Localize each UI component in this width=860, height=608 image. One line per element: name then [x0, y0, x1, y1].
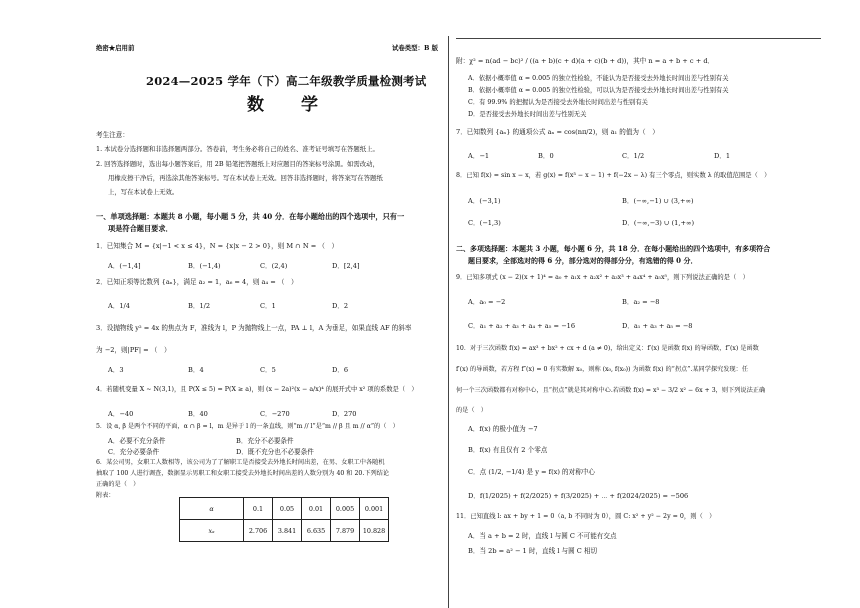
q2-stem: 2．已知正项等比数列 {aₙ}，满足 a₂ = 1，a₆ = 4，则 a₄ = （ ）	[96, 278, 298, 286]
table-cell: 7.879	[331, 520, 360, 542]
q3-option-d: D．6	[332, 366, 349, 374]
q4-option-d: D．270	[332, 410, 357, 418]
table-cell: 2.706	[244, 520, 273, 542]
right-column	[456, 0, 821, 608]
q6-option-a: A．依据小概率值 α = 0.005 的独立性检验，不能认为是否接受去外地长时间出差与性别有关	[468, 75, 729, 82]
q5-option-a: A．必要不充分条件	[108, 437, 166, 445]
paper-type: 试卷类型：B 版	[392, 44, 438, 52]
table-cell: 3.841	[273, 520, 302, 542]
q8-stem: 8．已知 f(x) = sin x − x，若 g(x) = f(x³ − x − 1) + f(−2x − λ) 有三个零点，则实数 λ 的取值范围是（ ）	[456, 172, 771, 179]
q8-option-d: D．(−∞,−3) ∪ (1,+∞)	[622, 219, 695, 227]
chi-square-formula: 附：χ² = n(ad − bc)² / ((a + b)(c + d)(a + c)(b + d))，其中 n = a + b + c + d．	[456, 57, 715, 65]
critical-value-table	[179, 497, 389, 542]
q1-stem: 1．已知集合 M = {x|−1 < x ≤ 4}，N = {x|x − 2 > 0}，则 M ∩ N = （ ）	[96, 242, 339, 250]
q1-option-c: C．(2,4)	[260, 262, 288, 270]
section-1-heading-cont: 项是符合题目要求．	[108, 224, 173, 233]
q8-option-a: A．(−3,1)	[468, 197, 501, 205]
q9-option-c: C．a₁ + a₂ + a₃ + a₄ + a₅ = −16	[468, 322, 576, 330]
table-row	[180, 520, 389, 542]
q3-option-c: C．5	[260, 366, 276, 374]
q6-option-d: D．是否接受去外地长时间出差与性别无关	[468, 111, 587, 118]
table-cell: 0.1	[244, 498, 273, 520]
notes-heading: 考生注意：	[96, 131, 129, 139]
table-cell: 6.635	[302, 520, 331, 542]
q7-stem: 7．已知数列 {aₙ} 的通项公式 aₙ = cos(nπ/2)，则 a₁ 的值为（ ）	[456, 128, 659, 136]
q6-appendix-label: 附表：	[96, 492, 115, 499]
q5-option-d: D．既不充分也不必要条件	[236, 448, 314, 456]
q11-option-b: B．当 2b = a² − 1 时，直线 l 与圆 C 相切	[468, 547, 598, 555]
left-column	[96, 0, 441, 608]
q8-option-c: C．(−1,3)	[468, 219, 501, 227]
exam-title: 2024—2025 学年（下）高二年级教学质量检测考试	[146, 74, 427, 88]
q4-stem: 4．若随机变量 X ~ N(3,1)，且 P(X ≤ 5) = P(X ≥ a)，则 (x − 2a)²(x − a/x)⁴ 的展开式中 x² 项的系数是（ ）	[96, 386, 418, 393]
subject-title: 数 学	[247, 95, 328, 115]
section-2-heading-cont: 题目要求，全部选对的得 6 分，部分选对的得部分分，有选错的得 0 分．	[468, 256, 698, 265]
q10-line-4: 的是（ ）	[456, 407, 487, 414]
q2-option-d: D．2	[332, 302, 349, 310]
table-head-alpha: α	[180, 498, 244, 520]
table-head-x: xₐ	[180, 520, 244, 542]
q3-option-a: A．3	[108, 366, 124, 374]
q6-line-2: 抽取了 100 人进行调查，数据显示男职工和女职工接受去外地长时间出差的人数分别为 40 和 20.下列结论	[96, 470, 390, 477]
q9-option-d: D．a₁ + a₃ + a₅ = −8	[622, 322, 693, 330]
q7-option-b: B．0	[538, 152, 554, 160]
q5-option-b: B．充分不必要条件	[236, 437, 294, 445]
q11-stem: 11．已知直线 l: ax + by + 1 = 0（a, b 不同时为 0），圆 C: x² + y² − 2y = 0，则（ ）	[456, 513, 716, 520]
section-1-heading: 一、单项选择题：本题共 8 小题，每小题 5 分，共 40 分．在每小题给出的四个选项中，只有一	[96, 212, 405, 221]
q2-option-c: C．1	[260, 302, 276, 310]
q4-option-b: B．40	[188, 410, 208, 418]
confidential-mark: 绝密★启用前	[96, 44, 135, 52]
note-1: 1. 本试卷分选择题和非选择题两部分。答卷前，考生务必将自己的姓名、准考证号填写在答题纸上。	[96, 145, 379, 153]
table-cell: 0.005	[331, 498, 360, 520]
q10-option-b: B．f(x) 有且仅有 2 个零点	[468, 446, 548, 454]
table-cell: 0.001	[360, 498, 389, 520]
q5-option-c: C．充分必要条件	[108, 448, 160, 456]
note-2-end: 上，写在本试卷上无效。	[108, 188, 179, 196]
table-cell: 0.01	[302, 498, 331, 520]
table-row	[180, 498, 389, 520]
q10-line-1: 10．对于三次函数 f(x) = ax³ + bx² + cx + d (a ≠ 0)，给出定义：f′(x) 是函数 f(x) 的导函数，f″(x) 是函数	[456, 345, 759, 352]
note-2: 2. 回答选择题时，选出每小题答案后，用 2B 铅笔把答题纸上对应题目的答案标号涂黑。如需改动，	[96, 160, 379, 168]
q3-option-b: B．4	[188, 366, 204, 374]
q6-option-c: C．有 99.9% 的把握认为是否接受去外地长时间出差与性别有关	[468, 99, 648, 106]
note-2-cont: 用橡皮擦干净后，再选涂其他答案标号。写在本试卷上无效。回答非选择题时，将答案写在答题纸	[108, 174, 383, 182]
q7-option-c: C．1/2	[622, 152, 645, 160]
table-cell: 0.05	[273, 498, 302, 520]
table-cell: 10.828	[360, 520, 389, 542]
column-divider	[448, 36, 449, 608]
q7-option-a: A．−1	[468, 152, 490, 160]
q2-option-b: B．1/2	[188, 302, 211, 310]
q3-stem: 3．设抛物线 y² = 4x 的焦点为 F，准线为 l，P 为抛物线上一点，PA ⊥ l，A 为垂足，如果直线 AF 的斜率	[96, 324, 412, 332]
q6-line-1: 6．某公司男，女职工人数相等，该公司为了了解职工是否接受去外地长时间出差，在男、女职工中各随机	[96, 459, 385, 466]
q10-option-a: A．f(x) 的极小值为 −7	[468, 425, 538, 433]
q10-option-c: C．点 (1/2, −1/4) 是 y = f(x) 的对称中心	[468, 468, 596, 476]
q6-line-3: 正确的是（ ）	[96, 481, 140, 488]
q1-option-d: D．[2,4]	[332, 262, 360, 270]
q4-option-a: A．−40	[108, 410, 134, 418]
q8-option-b: B．(−∞,−1) ∪ (3,+∞)	[622, 197, 694, 205]
q9-option-b: B．a₂ = −8	[622, 298, 660, 306]
q4-option-c: C．−270	[260, 410, 290, 418]
q1-option-a: A．(−1,4]	[108, 262, 141, 270]
q3-stem-cont: 为 −2，则|PF| = （ ）	[96, 346, 171, 354]
q1-option-b: B．(−1,4)	[188, 262, 221, 270]
q9-stem: 9．已知多项式 (x − 2)(x + 1)⁴ = a₀ + a₁x + a₂x² + a₃x³ + a₄x⁴ + a₅x⁵，则下列说法正确的是（ ）	[456, 274, 749, 281]
q10-line-2: f′(x) 的导函数，若方程 f″(x) = 0 有实数解 x₀，则称 (x₀, f(x₀)) 为函数 f(x) 的“拐点”.某同学探究发现：任	[456, 366, 749, 373]
q10-option-d: D．f(1/2025) + f(2/2025) + f(3/2025) + ⋯ + f(2024/2025) = −506	[468, 492, 689, 500]
q6-option-b: B．依据小概率值 α = 0.005 的独立性检验，可以认为是否接受去外地长时间出差与性别有关	[468, 87, 729, 94]
section-2-heading: 二、多项选择题：本题共 3 小题，每小题 6 分，共 18 分．在每小题给出的四个选项中，有多项符合	[456, 244, 771, 253]
q11-option-a: A．当 a + b = 2 时，直线 l 与圆 C 不可能有交点	[468, 532, 617, 540]
q9-option-a: A．a₀ = −2	[468, 298, 506, 306]
q2-option-a: A．1/4	[108, 302, 130, 310]
q5-stem: 5．设 α, β 是两个不同的平面，α ∩ β = l，m 是异于 l 的一条直线，则“m // l”是“m // β 且 m // α”的（ ）	[96, 423, 399, 430]
q7-option-d: D．1	[714, 152, 731, 160]
q10-line-3: 何一个三次函数都有对称中心，且“拐点”就是其对称中心.若函数 f(x) = x³ − 3/2 x² − 6x + 3，则下列说法正确	[456, 387, 766, 394]
